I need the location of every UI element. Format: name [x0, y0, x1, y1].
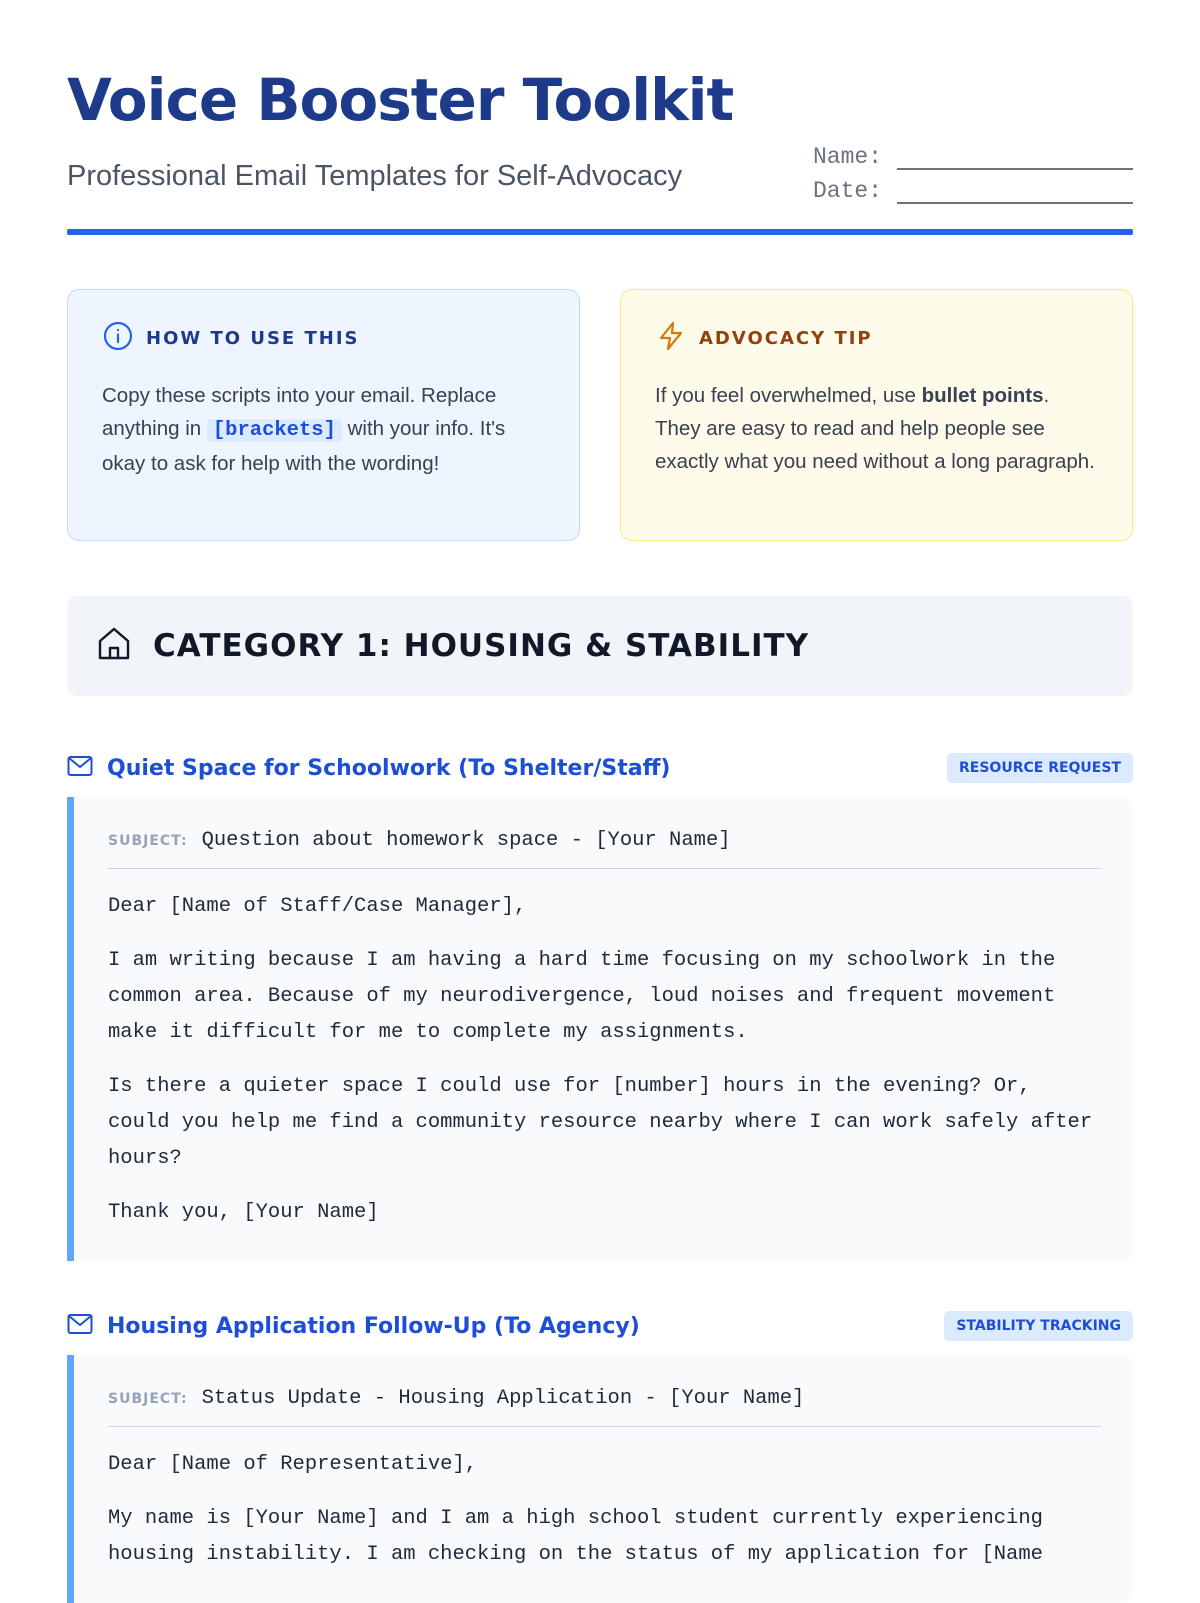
subject-label: SUBJECT:: [108, 833, 188, 849]
subject-text: Status Update - Housing Application - [Your Name]: [201, 1387, 805, 1410]
email-paragraph: Dear [Name of Representative],: [108, 1453, 478, 1476]
email-paragraph: Thank you, [Your Name]: [108, 1201, 379, 1224]
envelope-icon: [67, 755, 93, 782]
email-body: [67, 1355, 1133, 1603]
email-paragraph: I am writing because I am having a hard time focusing on my schoolwork in the common area. Because of my neurodivergence, loud noises and frequent movement make it difficult for me to complete my assignments.: [108, 949, 1056, 1044]
template-title: Quiet Space for Schoolwork (To Shelter/Staff): [107, 755, 671, 781]
email-paragraph: Is there a quieter space I could use for [number] hours in the evening? Or, could you help me find a community resource nearby where I can work safely after hours?: [108, 1075, 1093, 1170]
envelope-icon: [67, 1313, 93, 1340]
subject-text: Question about homework space - [Your Name]: [201, 829, 731, 852]
name-blank-line[interactable]: [897, 150, 1133, 170]
how-to-title: HOW TO USE THIS: [146, 328, 360, 349]
template-title-group: [67, 1313, 640, 1340]
name-row: [813, 136, 1133, 170]
template-badge: RESOURCE REQUEST: [947, 753, 1133, 783]
email-paragraph: Dear [Name of Staff/Case Manager],: [108, 895, 527, 918]
how-to-header: [102, 320, 545, 357]
email-body: [67, 797, 1133, 1261]
page-title: Voice Booster Toolkit: [67, 66, 734, 134]
how-to-card: [67, 289, 580, 541]
brackets-code: [brackets]: [207, 419, 342, 442]
how-to-text-part: Copy these scripts into your email. Replace anything in: [102, 384, 497, 440]
template-title-group: [67, 755, 670, 782]
email-template: [67, 751, 1133, 1261]
tip-text-part: . They are easy to read and help people see exactly what you need without a long paragraph.: [655, 384, 1095, 473]
template-header: [67, 1309, 1133, 1343]
name-label: Name:: [813, 144, 883, 170]
info-cards: [67, 289, 1133, 541]
category-header: [67, 596, 1133, 696]
advocacy-tip-card: [620, 289, 1133, 541]
tip-title: ADVOCACY TIP: [699, 328, 873, 349]
email-paragraph: My name is [Your Name] and I am a high school student currently experiencing housing instability. I am checking on the status of my application for [Name: [108, 1507, 1043, 1566]
tip-header: [655, 320, 1098, 357]
category-title: CATEGORY 1: HOUSING & STABILITY: [153, 628, 810, 664]
subject-row: [108, 1387, 1101, 1427]
date-blank-line[interactable]: [897, 184, 1133, 204]
page-subtitle: Professional Email Templates for Self-Advocacy: [67, 160, 683, 192]
subject-label: SUBJECT:: [108, 1391, 188, 1407]
template-badge: STABILITY TRACKING: [944, 1311, 1133, 1341]
info-circle-icon: [102, 320, 134, 357]
tip-text: [655, 379, 1098, 478]
subject-row: [108, 829, 1101, 869]
template-header: [67, 751, 1133, 785]
tip-text-part: If you feel overwhelmed, use: [655, 384, 922, 407]
how-to-text: [102, 379, 545, 480]
bullet-points-emphasis: bullet points: [921, 384, 1044, 407]
template-title: Housing Application Follow-Up (To Agency): [107, 1313, 640, 1339]
lightning-icon: [655, 320, 687, 357]
how-to-text-part: with your info. It's okay to ask for help with the wording!: [102, 417, 506, 475]
house-icon: [95, 625, 133, 668]
date-label: Date:: [813, 178, 883, 204]
header-divider: [67, 229, 1133, 235]
name-date-fields: [813, 136, 1133, 204]
header: [67, 0, 1133, 236]
date-row: [813, 170, 1133, 204]
email-template: [67, 1309, 1133, 1603]
